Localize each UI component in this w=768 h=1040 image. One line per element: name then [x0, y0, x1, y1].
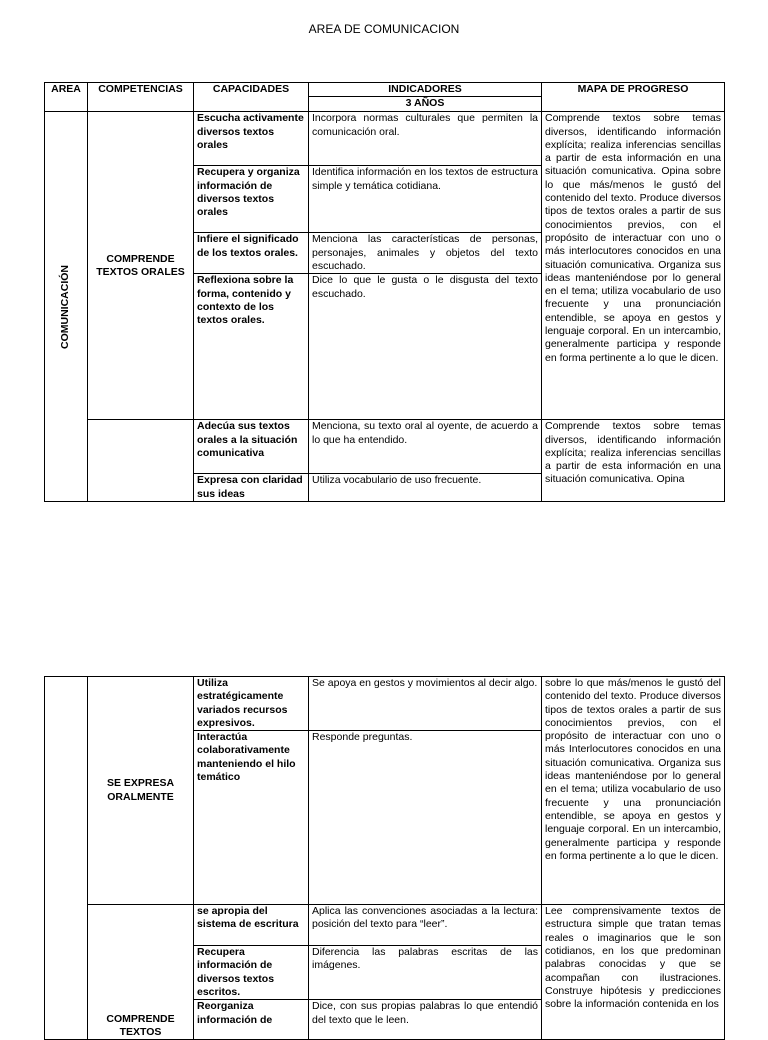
- competencia-cell: SE EXPRESA ORALMENTE: [88, 677, 194, 905]
- capacidad-cell: Utiliza estratégicamente variados recursos expresivos.: [194, 677, 309, 731]
- indicador-cell: Se apoya en gestos y movimientos al decir algo.: [309, 677, 542, 731]
- capacidad-cell: Recupera información de diversos textos escritos.: [194, 946, 309, 1000]
- capacidad-cell: Interactúa colaborativamente manteniendo el hilo temático: [194, 731, 309, 905]
- capacidad-cell: Expresa con claridad sus ideas: [194, 474, 309, 502]
- indicador-cell: Dice lo que le gusta o le disgusta del texto escuchado.: [309, 274, 542, 420]
- header-area: AREA: [45, 83, 88, 112]
- indicador-cell: Diferencia las palabras escritas de las imágenes.: [309, 946, 542, 1000]
- indicador-cell: Responde preguntas.: [309, 731, 542, 905]
- header-competencias: COMPETENCIAS: [88, 83, 194, 112]
- mapa-progreso-cell: Comprende textos sobre temas diversos, identificando información explícita; realiza inferencias sencillas a partir de esta información en una situación comunicativa. Opina: [542, 420, 725, 502]
- curriculum-table-1: [44, 82, 725, 502]
- mapa-progreso-cell: sobre lo que más/menos le gustó del contenido del texto. Produce diversos tipos de textos orales a partir de sus conocimientos previos, con el propósito de interactuar con uno o más Interlocutores conocidos en una situación comunicativa. Organiza sus ideas manteniéndose por lo general en el tema; utiliza vocabulario de uso frecuente y una pronunciación entendible, se apoya en gestos y lenguaje corporal. En un intercambio, generalmente participa y responde en forma pertinente a lo que le dicen.: [542, 677, 725, 905]
- competencia-cell: COMPRENDE TEXTOS: [88, 905, 194, 1040]
- capacidad-cell: Reflexiona sobre la forma, contenido y contexto de los textos orales.: [194, 274, 309, 420]
- area-cell-empty: [45, 677, 88, 1040]
- header-mapa: MAPA DE PROGRESO: [542, 83, 725, 112]
- mapa-progreso-cell: Comprende textos sobre temas diversos, identificando información explícita; realiza inferencias sencillas a partir de esta información en una situación comunicativa. Opina sobre lo que más/menos le gustó del contenido del texto. Produce diversos tipos de textos orales a partir de sus conocimientos previos, con el propósito de interactuar con uno o más interlocutores conocidos en una situación comunicativa. Organiza sus ideas manteniéndose por lo general en el tema; utiliza vocabulario de uso frecuente y una pronunciación entendible, se apoya en gestos y lenguaje corporal. En un intercambio, generalmente participa y responde en forma pertinente a lo que le dicen.: [542, 112, 725, 420]
- indicador-cell: Identifica información en los textos de estructura simple y temática cotidiana.: [309, 166, 542, 233]
- curriculum-table-2: [44, 676, 725, 1040]
- document-title: AREA DE COMUNICACION: [308, 22, 460, 36]
- header-indicadores: INDICADORES: [309, 83, 542, 97]
- competencia-cell-empty: [88, 420, 194, 502]
- capacidad-cell: se apropia del sistema de escritura: [194, 905, 309, 946]
- capacidad-cell: Reorganiza información de: [194, 1000, 309, 1040]
- capacidad-cell: Recupera y organiza información de diversos textos orales: [194, 166, 309, 233]
- indicador-cell: Aplica las convenciones asociadas a la lectura: posición del texto para “leer”.: [309, 905, 542, 946]
- mapa-progreso-cell: Lee comprensivamente textos de estructura simple que tratan temas reales o imaginarios que le son cotidianos, en los que predominan palabras conocidas y que se acompañan con ilustraciones. Construye hipótesis y predicciones sobre la información contenida en los: [542, 905, 725, 1040]
- area-label: COMUNICACIÓN: [59, 264, 72, 349]
- indicador-cell: Incorpora normas culturales que permiten la comunicación oral.: [309, 112, 542, 166]
- competencia-cell: COMPRENDE TEXTOS ORALES: [88, 112, 194, 420]
- capacidad-cell: Infiere el significado de los textos orales.: [194, 233, 309, 274]
- area-cell: [45, 112, 88, 502]
- header-capacidades: CAPACIDADES: [194, 83, 309, 112]
- header-edad: 3 AÑOS: [309, 97, 542, 112]
- indicador-cell: Menciona las características de personas, personajes, animales y objetos del texto escuchado.: [309, 233, 542, 274]
- capacidad-cell: Adecúa sus textos orales a la situación comunicativa: [194, 420, 309, 474]
- indicador-cell: Utiliza vocabulario de uso frecuente.: [309, 474, 542, 502]
- indicador-cell: Menciona, su texto oral al oyente, de acuerdo a lo que ha entendido.: [309, 420, 542, 474]
- capacidad-cell: Escucha activamente diversos textos orales: [194, 112, 309, 166]
- indicador-cell: Dice, con sus propias palabras lo que entendió del texto que le leen.: [309, 1000, 542, 1040]
